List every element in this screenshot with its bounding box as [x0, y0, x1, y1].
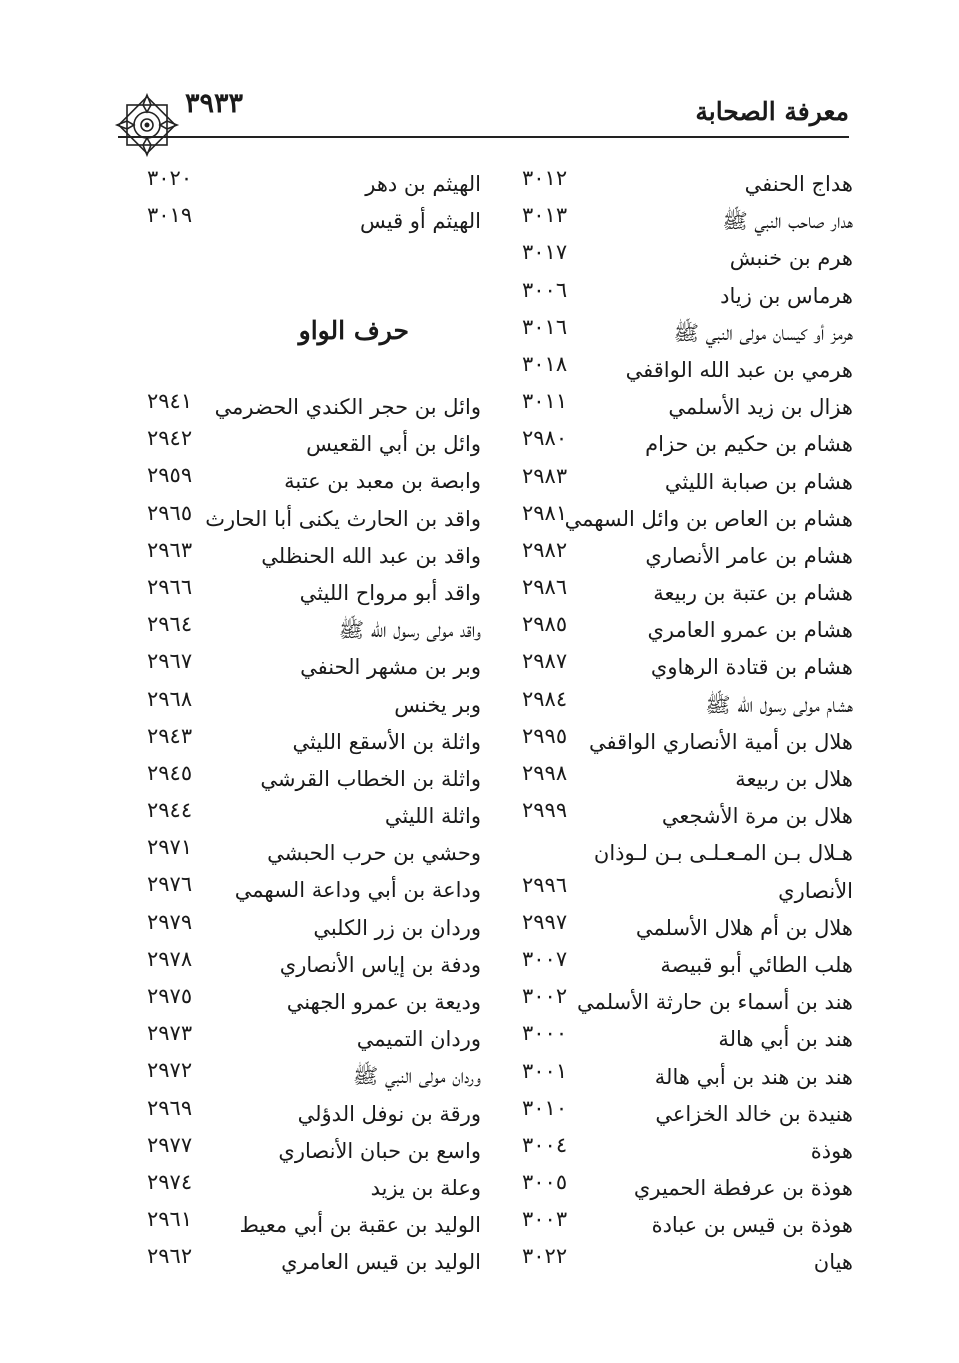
entry-number: ٢٩٧٦ [147, 872, 193, 897]
entry-name: هرم بن خنبش [729, 246, 853, 271]
entry-name: هلب الطائي أبو قبيصة [660, 952, 853, 977]
entry-name: هشام بن صبابة الليثي [664, 469, 853, 494]
entry-number: ٢٩٦٢ [147, 1244, 193, 1269]
entry-number: ٣٠١٣ [522, 203, 568, 228]
entry-number: ٣٠١٧ [522, 240, 568, 265]
entry-name: هلال بن أم هلال الأسلمي [635, 915, 853, 940]
entry-number: ٣٠١٩ [147, 203, 193, 228]
entry-number: ٢٩٤٣ [147, 723, 193, 748]
entry-number: ٢٩٧٢ [147, 1058, 193, 1083]
index-entry-row [0, 315, 959, 352]
index-entry-row [0, 352, 959, 389]
section-heading: حرف الواو [298, 316, 409, 345]
entry-number: ٣٠١٢ [522, 166, 568, 190]
index-entry-row [0, 910, 959, 947]
entry-name: واثلة بن الخطاب القرشي [260, 766, 481, 791]
entry-name: هزال بن زيد الأسلمي [668, 395, 853, 420]
entry-number: ٢٩٧٨ [147, 946, 193, 971]
entry-number: ٢٩٩٩ [522, 798, 568, 823]
index-entry-row [0, 240, 959, 277]
index-entry-row [0, 872, 959, 909]
entry-name: ورقة بن نوفل الدؤلي [297, 1101, 481, 1126]
entry-name: هند بن هند بن أبي هالة [654, 1064, 853, 1089]
index-entry-row [0, 1244, 959, 1281]
entry-name: هدار صاحب النبي ﷺ [722, 209, 853, 234]
entry-name: وبر بن مشهر الحنفي [300, 655, 481, 680]
index-entry-row [0, 835, 959, 872]
entry-name: هشام مولى رسول الله ﷺ [705, 692, 853, 717]
entry-name: هوذة بن قيس بن عبادة [651, 1213, 853, 1238]
entry-number: ٢٩٦٣ [147, 537, 193, 562]
entry-number: ٢٩٤٢ [147, 426, 193, 451]
index-entry-row [0, 724, 959, 761]
entry-name: هيان [813, 1250, 853, 1275]
entry-name: واقد بن عبد الله الحنظلي [261, 543, 481, 568]
entry-name: هشام بن عامر الأنصاري [645, 543, 853, 568]
index-entry-row [0, 501, 959, 538]
index-entry-row [0, 798, 959, 835]
index-entry-row [0, 1133, 959, 1170]
entry-name: هلال بن ربيعة [735, 767, 853, 791]
entry-number: ٣٠٠٢ [522, 984, 568, 1009]
page-header-title: معرفة الصحابة [695, 97, 849, 126]
index-entry-row [0, 612, 959, 649]
entry-number: ٣٠١٨ [522, 351, 568, 376]
header-rule [118, 136, 849, 138]
entry-number: ٢٩٨١ [522, 500, 568, 525]
entry-number: ٣٠٠٦ [522, 277, 568, 302]
index-entry-row [0, 389, 959, 426]
entry-number: ٢٩٦٩ [147, 1095, 193, 1120]
entry-number: ٢٩٤١ [147, 389, 193, 413]
entry-number: ٢٩٩٧ [522, 909, 568, 934]
entry-number: ٣٠٠٠ [522, 1021, 568, 1046]
entry-name: واقد مولى رسول الله ﷺ [338, 618, 481, 643]
index-entry-row [0, 687, 959, 724]
entry-name: هوذة [810, 1138, 853, 1163]
entry-name: هوذة بن عرفطة الحميري [633, 1176, 853, 1201]
entry-number: ٣٠٠١ [522, 1058, 568, 1083]
entry-name: واقد بن الحارث يكنى أبا الحارث [205, 506, 481, 531]
entry-number: ٢٩٨٣ [522, 463, 568, 488]
entry-number: ٣٠٠٤ [522, 1132, 568, 1157]
entry-name: وابصة بن معبد بن عتبة [284, 469, 481, 494]
index-entry-row [0, 463, 959, 500]
star-rosette-ornament-icon [114, 92, 180, 158]
index-entry-row [0, 1207, 959, 1244]
page-number: ٣٩٣٣ [185, 88, 244, 119]
entry-name: وردان مولى النبي ﷺ [352, 1064, 481, 1089]
entry-name: وعلة بن يزيد [370, 1175, 481, 1200]
entry-name: وداعة بن أبي وداعة السهمي [234, 878, 481, 903]
left-index-column-top [0, 166, 959, 240]
entry-name: هند بن أبي هالة [718, 1027, 853, 1052]
entry-name: واقد أبو مرواح الليثي [299, 580, 481, 605]
entry-name: واثلة بن الأسقع الليثي [292, 729, 481, 754]
entry-name: الهيثم أو قيس [359, 209, 481, 234]
entry-name: وحشي بن حرب الحبشي [267, 841, 481, 866]
entry-number: ٢٩٨٢ [522, 537, 568, 562]
entry-number: ٣٠٢٢ [522, 1244, 568, 1269]
entry-name: الوليد بن عقبة بن أبي معيط [239, 1213, 481, 1238]
index-entry-row [0, 426, 959, 463]
entry-number: ٣٠٢٠ [147, 166, 193, 190]
index-entry-row [0, 538, 959, 575]
entry-name: هرمز أو كيسان مولى النبي ﷺ [673, 320, 853, 345]
entry-number: ٢٩٧٣ [147, 1021, 193, 1046]
entry-name: وبر يخنس [394, 692, 481, 717]
entry-number: ٢٩٦٨ [147, 686, 193, 711]
entry-name: وائل بن أبي القعيس [306, 432, 481, 457]
entry-name: هنيدة بن خالد الخزاعي [655, 1101, 853, 1126]
entry-name: ودفة بن إياس الأنصاري [279, 952, 481, 977]
index-entry-row [0, 166, 959, 203]
left-index-column [0, 389, 959, 1282]
entry-number: ٢٩٩٨ [522, 761, 568, 785]
entry-number: ٣٠١٦ [522, 314, 568, 339]
entry-name: الأنصاري [778, 878, 853, 903]
entry-number: ٢٩٩٦ [522, 872, 568, 897]
entry-name: واسع بن حبان الأنصاري [278, 1138, 481, 1163]
index-entry-row [0, 761, 959, 798]
entry-name: هرماس بن زياد [720, 283, 853, 308]
entry-name: هلال بن مرة الأشجعي [661, 804, 853, 829]
entry-name: وائل بن حجر الكندي الحضرمي [214, 395, 481, 419]
index-entry-row [0, 1096, 959, 1133]
index-entry-row [0, 575, 959, 612]
entry-name: هشام بن عمرو العامري [647, 618, 853, 643]
entry-name: وردان بن زر الكلبي [313, 915, 481, 940]
entry-number: ٢٩٦٧ [147, 649, 193, 674]
entry-name: واثلة الليثي [384, 804, 481, 829]
entry-name: الوليد بن قيس العامري [281, 1250, 481, 1275]
entry-number: ٢٩٨٤ [522, 686, 568, 711]
entry-name: هشام بن العاص بن وائل السهمي [564, 506, 853, 531]
entry-number: ٢٩٥٩ [147, 463, 193, 488]
index-entry-row [0, 1058, 959, 1095]
entry-name: هند بن أسماء بن حارثة الأسلمي [577, 990, 853, 1015]
entry-name: هلال بن أمية الأنصاري الواقفي [589, 729, 853, 754]
entry-name: هشام بن حكيم بن حزام [645, 432, 853, 457]
entry-number: ٢٩٧٥ [147, 984, 193, 1008]
entry-name: وديعة بن عمرو الجهني [286, 990, 481, 1014]
entry-number: ٢٩٨٠ [522, 426, 568, 451]
entry-name: هـلال بـن المـعـلـى بـن لـوذان [593, 841, 853, 866]
entry-number: ٣٠٠٧ [522, 946, 568, 971]
entry-number: ٢٩٦٥ [147, 500, 193, 525]
entry-number: ٢٩٤٥ [147, 760, 193, 785]
index-entry-row [0, 1021, 959, 1058]
entry-number: ٢٩٦٦ [147, 574, 193, 599]
entry-name: وردان التميمي [356, 1027, 481, 1052]
index-entry-row [0, 1170, 959, 1207]
entry-name: هداج الحنفي [744, 172, 853, 196]
entry-number: ٣٠١٠ [522, 1095, 568, 1120]
entry-number: ٢٩٤٤ [147, 798, 193, 823]
entry-number: ٢٩٦١ [147, 1207, 193, 1232]
entry-number: ٢٩٩٥ [522, 723, 568, 748]
index-entry-row [0, 984, 959, 1021]
entry-name: هشام بن قتادة الرهاوي [650, 655, 853, 680]
entry-name: هرمي بن عبد الله الواقفي [625, 357, 853, 382]
entry-number: ٣٠٠٥ [522, 1170, 568, 1195]
entry-number: ٣٠١١ [522, 389, 568, 414]
index-entry-row [0, 947, 959, 984]
entry-number: ٢٩٧٤ [147, 1169, 193, 1194]
entry-name: الهيثم بن دهر [365, 172, 481, 196]
entry-number: ٢٩٨٦ [522, 575, 568, 600]
entry-number: ٢٩٨٥ [522, 612, 568, 637]
entry-number: ٢٩٧١ [147, 835, 193, 860]
index-entry-row [0, 203, 959, 240]
index-entry-row [0, 649, 959, 686]
entry-number: ٣٠٠٣ [522, 1207, 568, 1232]
index-entry-row [0, 278, 959, 315]
entry-number: ٢٩٧٧ [147, 1132, 193, 1157]
entry-number: ٢٩٨٧ [522, 649, 568, 674]
entry-number: ٢٩٧٩ [147, 909, 193, 934]
entry-number: ٢٩٦٤ [147, 612, 193, 637]
entry-name: هشام بن عتبة بن ربيعة [653, 581, 853, 606]
